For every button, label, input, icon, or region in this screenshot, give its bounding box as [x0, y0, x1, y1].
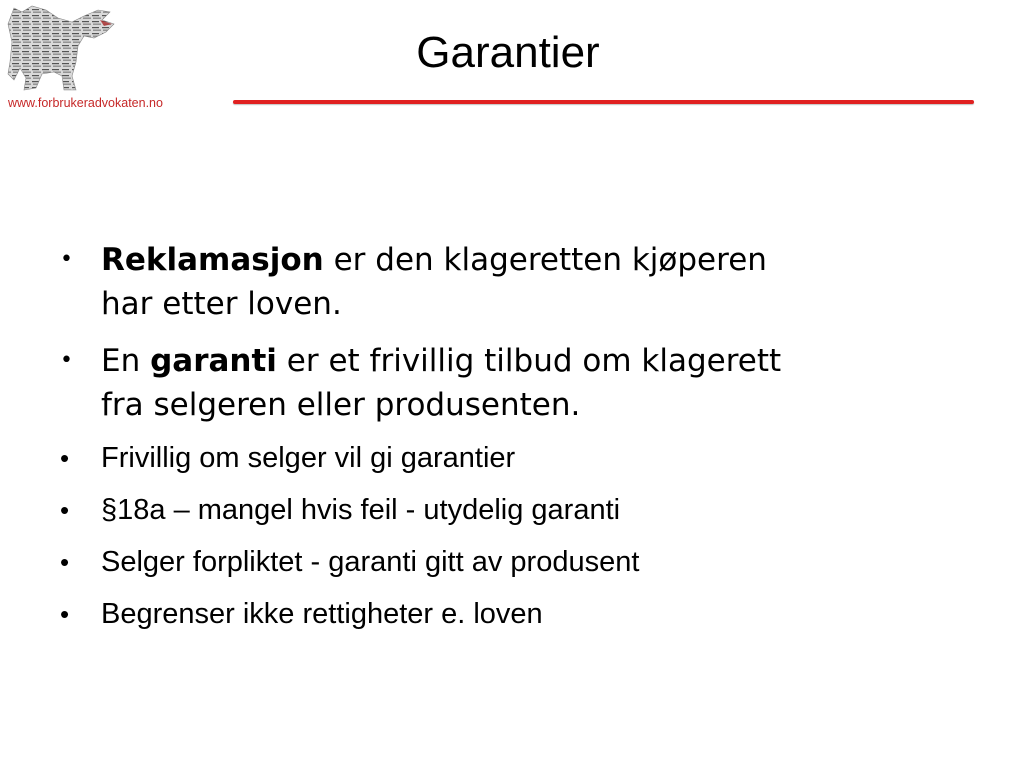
website-url[interactable]: www.forbrukeradvokaten.no [8, 96, 163, 110]
slide-title: Garantier [416, 28, 600, 77]
bullet-icon: • [60, 443, 70, 473]
bullet-icon: • [60, 348, 73, 373]
bullet-item [60, 544, 960, 580]
bullet-text: er et frivillig tilbud om klagerett fra selgeren eller produsenten. [101, 343, 782, 423]
bullet-item [60, 440, 960, 476]
bullet-item [60, 492, 960, 528]
bullet-item [60, 238, 801, 326]
bullet-icon: • [60, 247, 73, 272]
bullet-text: Selger forpliktet - garanti gitt av produsent [101, 546, 640, 578]
bullet-icon: • [60, 547, 70, 577]
title-divider [233, 100, 974, 104]
bullet-text: Frivillig om selger vil gi garantier [101, 442, 516, 474]
bullet-bold-term: garanti [150, 343, 277, 379]
bullet-bold-term: Reklamasjon [101, 242, 324, 278]
bullet-text: Begrenser ikke rettigheter e. loven [101, 598, 543, 630]
bullet-item [60, 339, 801, 427]
bullet-text: En [101, 343, 151, 379]
bullet-list [60, 238, 960, 648]
bullet-icon: • [60, 495, 70, 525]
bullet-text: er den klageretten kjøperen har etter loven. [101, 242, 767, 322]
bullet-icon: • [60, 599, 70, 629]
wolf-logo-icon [2, 2, 120, 96]
bullet-item [60, 596, 960, 632]
bullet-text: §18a – mangel hvis feil - utydelig garanti [101, 494, 621, 526]
